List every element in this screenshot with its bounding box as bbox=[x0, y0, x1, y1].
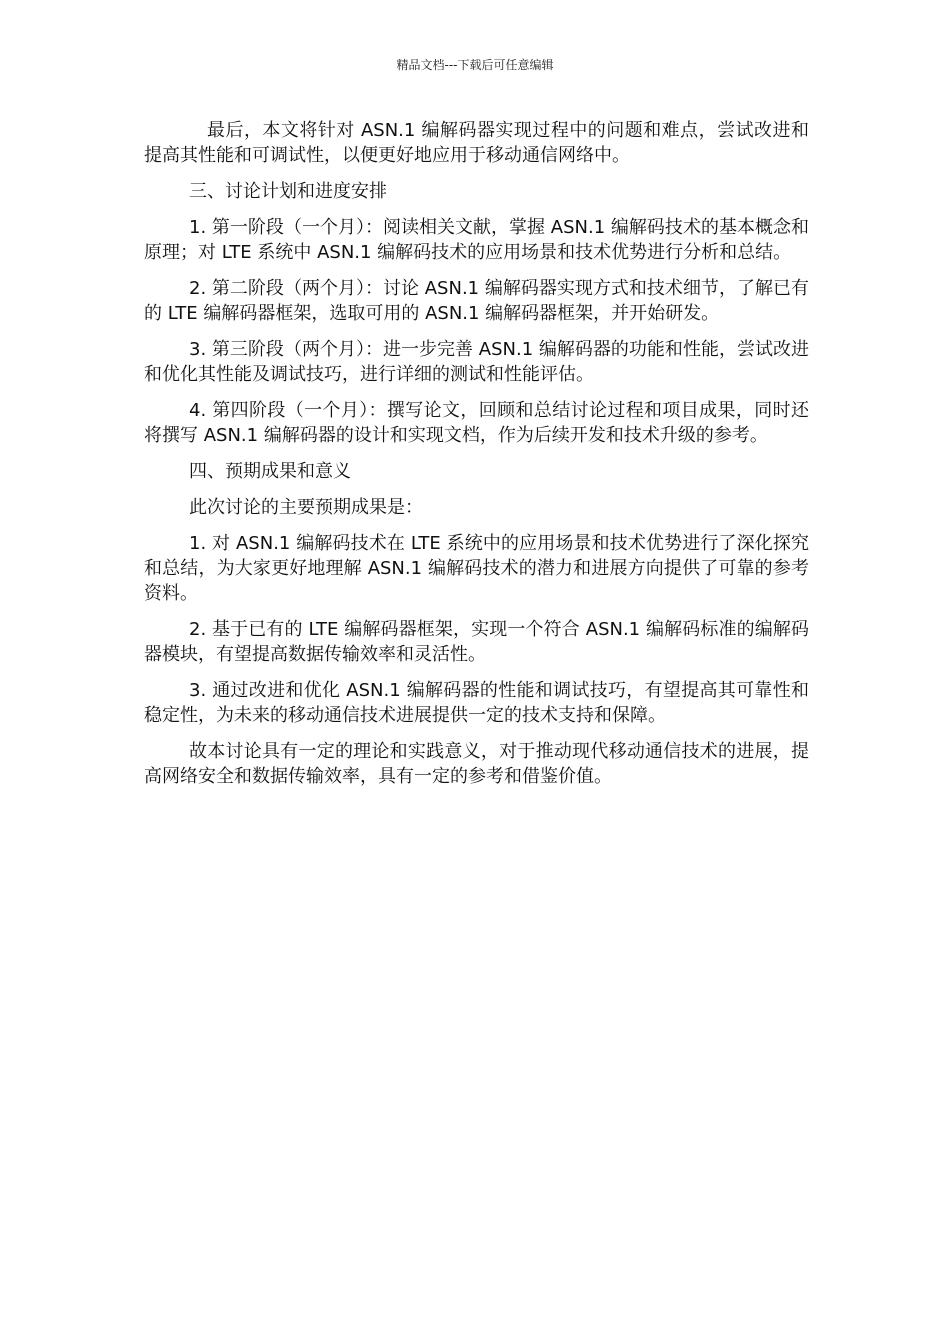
outcome-item-3: 3. 通过改进和优化 ASN.1 编解码器的性能和调试技巧，有望提高其可靠性和稳定性，为未来的移动通信技术进展提供一定的技术支持和保障。 bbox=[144, 680, 809, 726]
outcome-item-1: 1. 对 ASN.1 编解码技术在 LTE 系统中的应用场景和技术优势进行了深化探究和总结，为大家更好地理解 ASN.1 编解码技术的潜力和进展方向提供了可靠的参考资料。 bbox=[144, 533, 809, 604]
conclusion-paragraph: 故本讨论具有一定的理论和实践意义，对于推动现代移动通信技术的进展，提高网络安全和数据传输效率，具有一定的参考和借鉴价值。 bbox=[144, 741, 809, 787]
closing-paragraph: 最后，本文将针对 ASN.1 编解码器实现过程中的问题和难点，尝试改进和提高其性能和可调试性，以便更好地应用于移动通信网络中。 bbox=[144, 120, 809, 166]
section-heading-plan: 三、讨论计划和进度安排 bbox=[189, 181, 387, 202]
plan-item-2: 2. 第二阶段（两个月）：讨论 ASN.1 编解码器实现方式和技术细节，了解已有的 LTE 编解码器框架，选取可用的 ASN.1 编解码器框架，并开始研发。 bbox=[144, 278, 809, 324]
section-heading-outcomes: 四、预期成果和意义 bbox=[189, 461, 351, 482]
plan-item-4: 4. 第四阶段（一个月）：撰写论文，回顾和总结讨论过程和项目成果，同时还将撰写 ASN.1 编解码器的设计和实现文档，作为后续开发和技术升级的参考。 bbox=[144, 400, 809, 446]
outcome-item-2: 2. 基于已有的 LTE 编解码器框架，实现一个符合 ASN.1 编解码标准的编解码器模块，有望提高数据传输效率和灵活性。 bbox=[144, 619, 809, 665]
outcomes-intro: 此次讨论的主要预期成果是： bbox=[189, 497, 423, 518]
document-body bbox=[144, 118, 809, 800]
plan-item-3: 3. 第三阶段（两个月）：进一步完善 ASN.1 编解码器的功能和性能，尝试改进和优化其性能及调试技巧，进行详细的测试和性能评估。 bbox=[144, 339, 809, 385]
plan-item-1: 1. 第一阶段（一个月）：阅读相关文献，掌握 ASN.1 编解码技术的基本概念和原理；对 LTE 系统中 ASN.1 编解码技术的应用场景和技术优势进行分析和总结。 bbox=[144, 217, 809, 263]
page-header: 精品文档---下载后可任意编辑 bbox=[396, 58, 554, 72]
